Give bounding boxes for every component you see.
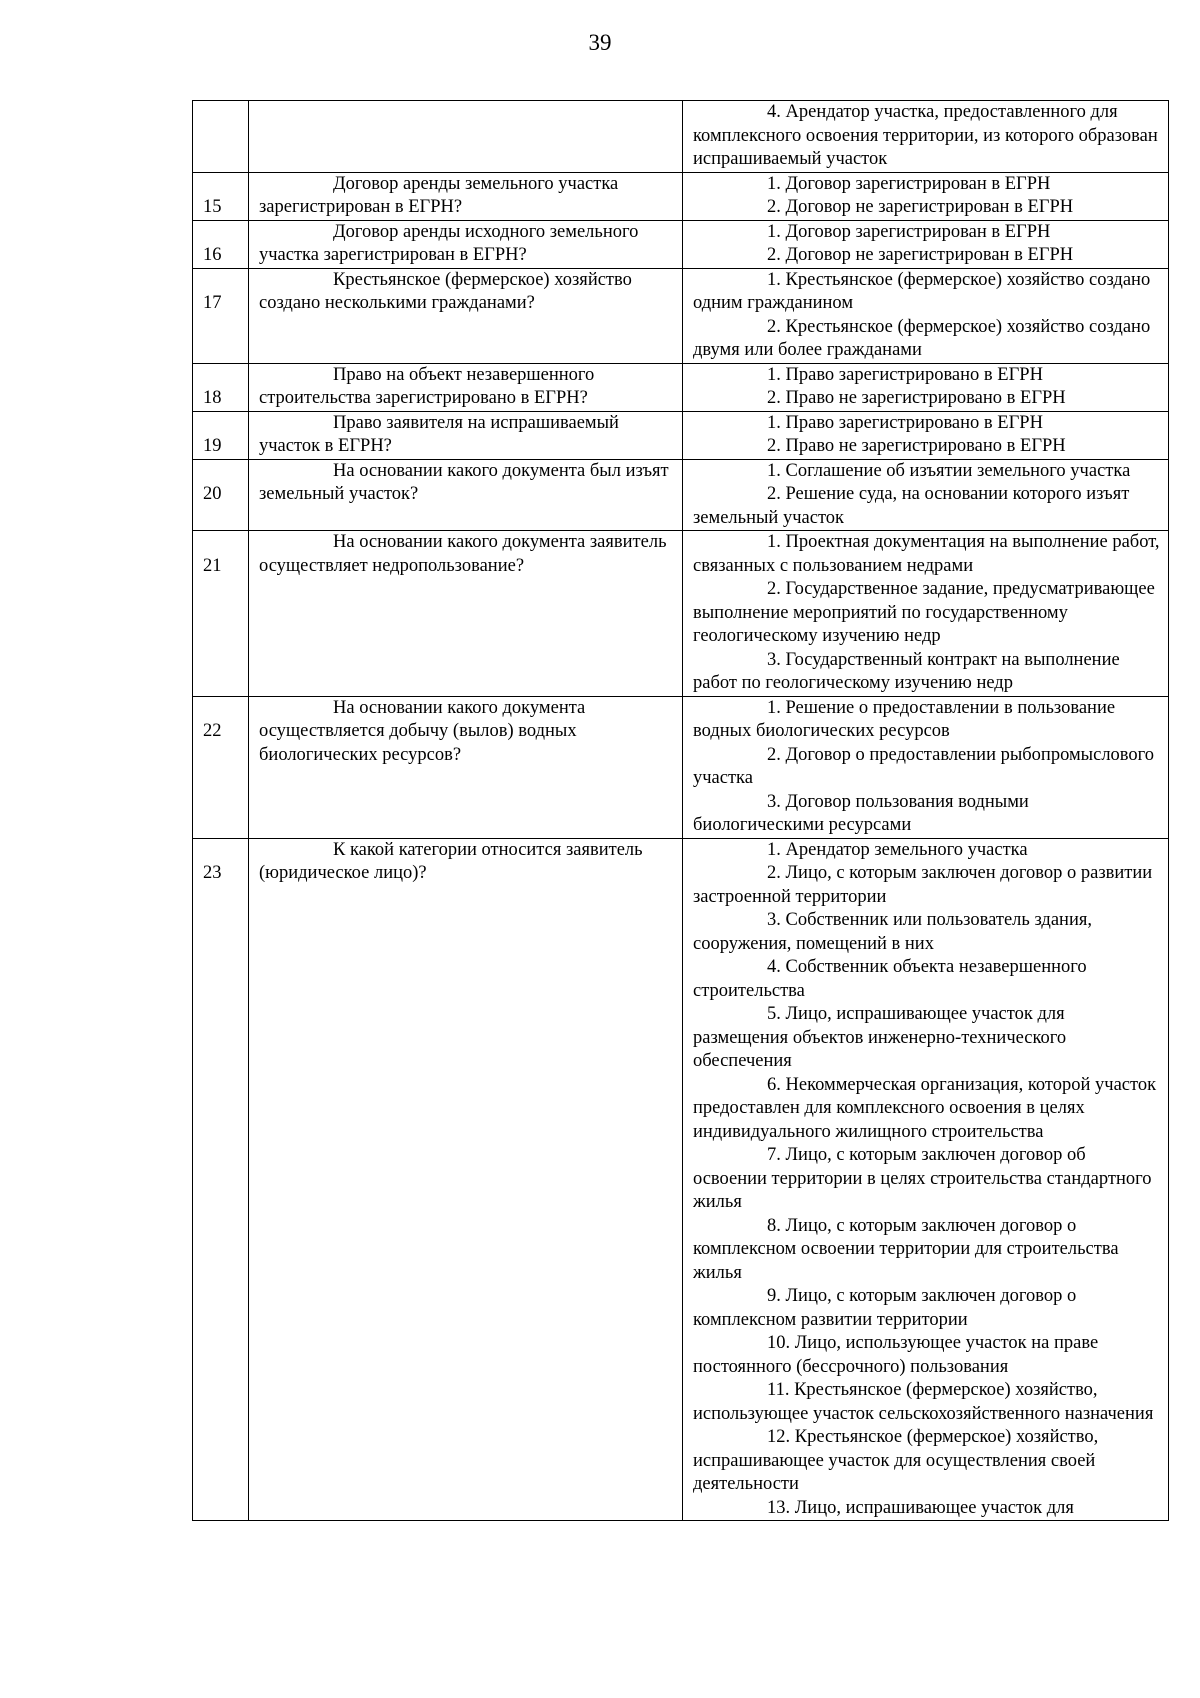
answer-option: 2. Государственное задание, предусматривающее выполнение мероприятий по государственному геологическому изучению недр xyxy=(693,579,1155,646)
answer-option: 2. Договор не зарегистрирован в ЕГРН xyxy=(767,245,1074,265)
question-cell xyxy=(249,220,683,268)
question-text: Право на объект незавершенного строительства зарегистрировано в ЕГРН? xyxy=(259,364,595,408)
row-number-cell xyxy=(193,531,249,697)
criteria-table xyxy=(192,100,1169,1521)
answer-option: 2. Крестьянское (фермерское) хозяйство создано двумя или более гражданами xyxy=(693,316,1151,360)
table-row xyxy=(193,459,1169,531)
answer-option: 1. Соглашение об изъятии земельного участка xyxy=(767,460,1131,481)
answer-option: 6. Некоммерческая организация, которой участок предоставлен для комплексного освоения в целях индивидуального жилищного строительства xyxy=(693,1074,1157,1142)
answer-option: 11. Крестьянское (фермерское) хозяйство, использующее участок сельскохозяйственного назначения xyxy=(693,1380,1154,1424)
answers-cell xyxy=(683,220,1169,268)
table-row xyxy=(193,172,1169,220)
answers-cell xyxy=(683,696,1169,838)
question-text: На основании какого документа заявитель осуществляет недропользование? xyxy=(259,532,667,576)
question-text: На основании какого документа осуществляется добычу (вылов) водных биологических ресурсов? xyxy=(259,697,586,765)
answer-option: 2. Договор не зарегистрирован в ЕГРН xyxy=(767,197,1074,217)
answer-option: 3. Собственник или пользователь здания, сооружения, помещений в них xyxy=(693,910,1092,954)
answer-option: 1. Право зарегистрировано в ЕГРН xyxy=(767,412,1043,433)
answer-option: 2. Лицо, с которым заключен договор о развитии застроенной территории xyxy=(693,863,1153,907)
question-cell xyxy=(249,172,683,220)
table-row xyxy=(193,220,1169,268)
answer-option: 1. Право зарегистрировано в ЕГРН xyxy=(767,364,1043,385)
row-number: 16 xyxy=(203,245,222,265)
answer-option: 3. Государственный контракт на выполнение работ по геологическому изучению недр xyxy=(693,649,1120,693)
answer-option: 4. Арендатор участка, предоставленного для комплексного освоения территории, из которого образован испрашиваемый участок xyxy=(693,102,1158,169)
row-number: 18 xyxy=(203,388,222,408)
criteria-table-body xyxy=(193,101,1169,1521)
table-row xyxy=(193,411,1169,459)
answers-cell xyxy=(683,838,1169,1521)
row-number-cell xyxy=(193,363,249,411)
answer-option: 1. Договор зарегистрирован в ЕГРН xyxy=(767,173,1051,194)
question-cell xyxy=(249,459,683,531)
table-row xyxy=(193,696,1169,838)
row-number-cell xyxy=(193,268,249,363)
answers-cell xyxy=(683,459,1169,531)
answer-option: 1. Арендатор земельного участка xyxy=(767,839,1028,860)
answer-option: 1. Решение о предоставлении в пользование водных биологических ресурсов xyxy=(693,697,1116,741)
answer-option: 10. Лицо, использующее участок на праве постоянного (бессрочного) пользования xyxy=(693,1333,1099,1377)
answers-cell xyxy=(683,268,1169,363)
question-cell xyxy=(249,838,683,1521)
answer-option: 8. Лицо, с которым заключен договор о комплексном освоении территории для строительства жилья xyxy=(693,1215,1119,1283)
row-number-cell xyxy=(193,411,249,459)
answer-option: 1. Крестьянское (фермерское) хозяйство создано одним гражданином xyxy=(693,269,1151,313)
question-cell xyxy=(249,531,683,697)
row-number: 15 xyxy=(203,197,222,217)
row-number: 17 xyxy=(203,293,222,313)
table-row xyxy=(193,363,1169,411)
question-text: Крестьянское (фермерское) хозяйство создано несколькими гражданами? xyxy=(259,269,632,313)
answer-option: 4. Собственник объекта незавершенного строительства xyxy=(693,957,1087,1001)
row-number-cell xyxy=(193,459,249,531)
answer-option: 1. Проектная документация на выполнение работ, связанных с пользованием недрами xyxy=(693,532,1160,576)
question-text: На основании какого документа был изъят земельный участок? xyxy=(259,460,669,504)
row-number: 23 xyxy=(203,863,222,883)
row-number-cell xyxy=(193,101,249,173)
answer-option: 2. Решение суда, на основании которого изъят земельный участок xyxy=(693,484,1130,528)
row-number: 21 xyxy=(203,555,222,576)
answer-option: 1. Договор зарегистрирован в ЕГРН xyxy=(767,221,1051,242)
row-number: 19 xyxy=(203,436,222,456)
answer-option: 5. Лицо, испрашивающее участок для размещения объектов инженерно-технического обеспечения xyxy=(693,1004,1067,1071)
answer-option: 2. Право не зарегистрировано в ЕГРН xyxy=(767,436,1066,456)
row-number-cell xyxy=(193,838,249,1521)
question-cell xyxy=(249,411,683,459)
answer-option: 9. Лицо, с которым заключен договор о комплексном развитии территории xyxy=(693,1286,1077,1330)
answer-option: 3. Договор пользования водными биологическими ресурсами xyxy=(693,791,1029,835)
page-number: 39 xyxy=(588,30,612,55)
question-text: Договор аренды земельного участка зарегистрирован в ЕГРН? xyxy=(259,173,619,217)
row-number: 22 xyxy=(203,721,222,741)
answers-cell xyxy=(683,411,1169,459)
table-row xyxy=(193,268,1169,363)
row-number xyxy=(203,101,244,125)
question-cell xyxy=(249,363,683,411)
answer-option: 2. Договор о предоставлении рыбопромыслового участка xyxy=(693,744,1155,788)
question-text: Договор аренды исходного земельного участка зарегистрирован в ЕГРН? xyxy=(259,221,639,265)
answer-option: 7. Лицо, с которым заключен договор об освоении территории в целях строительства стандартного жилья xyxy=(693,1145,1152,1212)
question-cell xyxy=(249,101,683,173)
answer-option: 13. Лицо, испрашивающее участок для xyxy=(767,1497,1074,1518)
table-row xyxy=(193,838,1169,1521)
row-number-cell xyxy=(193,220,249,268)
answer-option: 2. Право не зарегистрировано в ЕГРН xyxy=(767,388,1066,408)
answers-cell xyxy=(683,172,1169,220)
table-row xyxy=(193,101,1169,173)
answers-cell xyxy=(683,101,1169,173)
row-number-cell xyxy=(193,696,249,838)
row-number: 20 xyxy=(203,484,222,504)
question-cell xyxy=(249,696,683,838)
question-text: К какой категории относится заявитель (юридическое лицо)? xyxy=(259,839,643,883)
answers-cell xyxy=(683,363,1169,411)
answer-option: 12. Крестьянское (фермерское) хозяйство, испрашивающее участок для осуществления своей деятельности xyxy=(693,1427,1099,1494)
answers-cell xyxy=(683,531,1169,697)
question-cell xyxy=(249,268,683,363)
table-row xyxy=(193,531,1169,697)
question-text: Право заявителя на испрашиваемый участок в ЕГРН? xyxy=(259,412,619,456)
row-number-cell xyxy=(193,172,249,220)
